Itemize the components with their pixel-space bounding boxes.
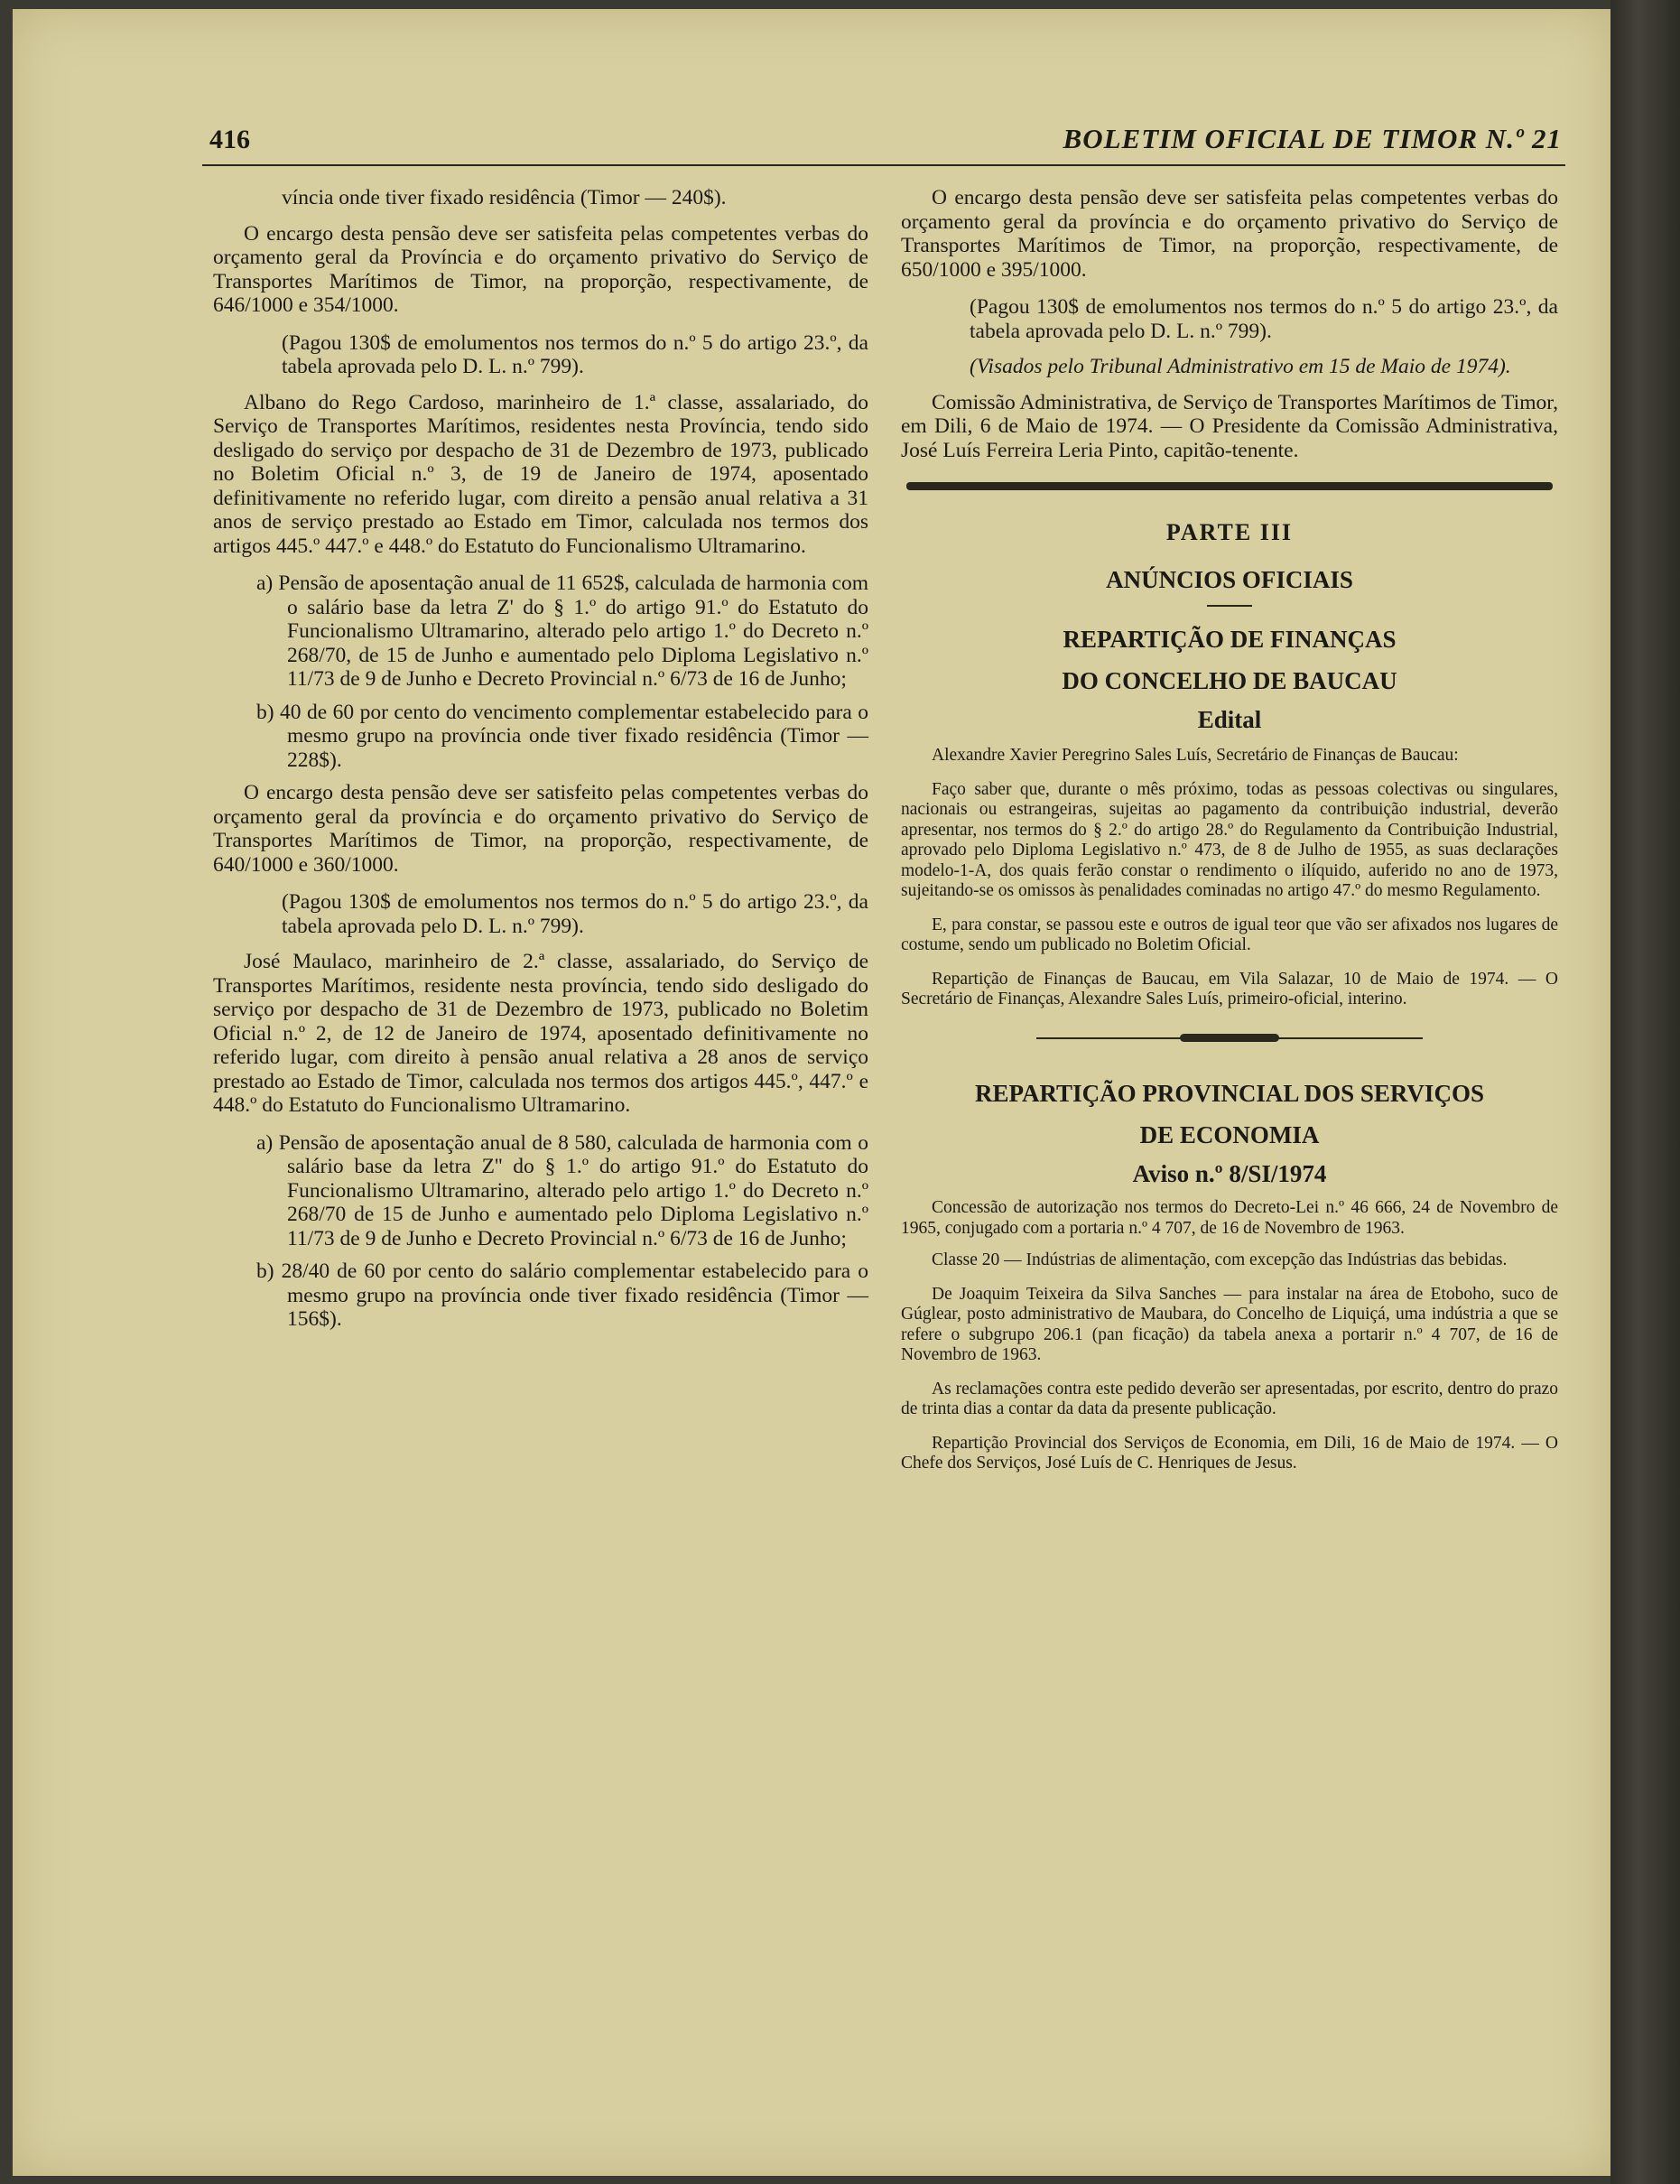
payment-note: (Pagou 130$ de emolumentos nos termos do n.º 5 do artigo 23.º, da tabela aprovada pelo D. L. n.º 799). <box>282 890 868 938</box>
paragraph: Alexandre Xavier Peregrino Sales Luís, Secretário de Finanças de Baucau: <box>932 746 1459 765</box>
publication-title: BOLETIM OFICIAL DE TIMOR N.º 21 <box>1063 123 1562 154</box>
divider <box>1207 605 1252 607</box>
list-item: a) Pensão de aposentação anual de 11 652$, calculada de harmonia com o salário base da letra Z' do § 1.º do artigo 91.º do Estatuto do Funcionalismo Ultramarino, alterado pelo artigo 1.º do Decreto n.º 268/70, de 15 de Junho e aumentado pelo Diploma Legislativo n.º 11/73 de 9 de Junho e Decreto Provincial n.º 6/73 de 16 de Junho; <box>256 572 868 691</box>
page-header <box>202 119 1565 166</box>
scan-edge <box>1610 0 1680 2184</box>
page-number: 416 <box>209 125 250 154</box>
signature-paragraph: Repartição de Finanças de Baucau, em Vila Salazar, 10 de Maio de 1974. — O Secretário de Finanças, Alexandre Sales Luís, primeiro-oficial, interino. <box>901 969 1558 1008</box>
paragraph: O encargo desta pensão deve ser satisfeito pelas competentes verbas do orçamento geral da província e do orçamento privativo do Serviço de Transportes Marítimos de Timor, na proporção, respectivamente, de 640/1000 e 360/1000. <box>213 781 868 877</box>
office-heading-line1: REPARTIÇÃO PROVINCIAL DOS SERVIÇOS <box>975 1079 1484 1107</box>
section-divider <box>906 482 1553 490</box>
section-heading: ANÚNCIOS OFICIAIS <box>1106 565 1353 593</box>
paragraph: Albano do Rego Cardoso, marinheiro de 1.ª classe, assalariado, do Serviço de Transportes Marítimos, residentes nesta Província, tendo sido desligado do serviço por despacho de 31 de Dezembro de 1973, publicado no Boletim Oficial n.º 3, de 19 de Janeiro de 1974, aposentado definitivamente no referido lugar, com direito a pensão anual relativa a 31 anos de serviço prestado ao Estado em Timor, calculada nos termos dos artigos 445.º 447.º e 448.º do Estatuto do Funcionalismo Ultramarino. <box>213 390 868 558</box>
paragraph: As reclamações contra este pedido deverão ser apresentadas, por escrito, dentro do prazo de trinta dias a contar da data da presente publicação. <box>901 1379 1558 1418</box>
paragraph: E, para constar, se passou este e outros de igual teor que vão ser afixados nos lugares de costume, sendo um publicado no Boletim Oficial. <box>901 915 1558 954</box>
ornamental-divider <box>1036 1032 1423 1045</box>
paragraph: De Joaquim Teixeira da Silva Sanches — para instalar na área de Etoboho, suco de Gúglear, posto administrativo de Maubara, do Concelho de Liquiçá, uma indústria a que se refere o subgrupo 206.1 (pan ficação) da tabela anexa a portarir n.º 4 707, de 16 de Novembro de 1963. <box>901 1284 1558 1364</box>
paragraph: víncia onde tiver fixado residência (Timor — 240$). <box>282 186 727 209</box>
paragraph: Faço saber que, durante o mês próximo, todas as pessoas colectivas ou singulares, nacionais ou estrangeiras, sujeitas ao pagamento da contribuição industrial, deverão apresentar, nos termos do § 2.º do artigo 28.º do Regulamento da Contribuição Industrial, aprovado pelo Diploma Legislativo n.º 473, de 8 de Julho de 1955, as suas declarações modelo-1-A, dos quais ferão constar o rendimento o ilíquido, auferido no ano de 1973, sujeitando-se os omissos às penalidades cominadas no artigo 47.º do mesmo Regulamento. <box>901 779 1558 900</box>
aviso-heading: Aviso n.º 8/SI/1974 <box>1132 1159 1327 1187</box>
paragraph: O encargo desta pensão deve ser satisfeita pelas competentes verbas do orçamento geral da Província e do orçamento privativo do Serviço de Transportes Marítimos de Timor, na proporção, respectivamente, de 646/1000 e 354/1000. <box>213 221 868 317</box>
right-column <box>901 186 1558 1488</box>
payment-note: (Pagou 130$ de emolumentos nos termos do n.º 5 do artigo 23.º, da tabela aprovada pelo D. L. n.º 799). <box>970 295 1558 343</box>
visa-note: (Visados pelo Tribunal Administrativo em 15 de Maio de 1974). <box>970 355 1511 378</box>
list-item: b) 40 de 60 por cento do vencimento complementar estabelecido para o mesmo grupo na província onde tiver fixado residência (Timor — 228$). <box>256 700 868 772</box>
office-heading-line2: DE ECONOMIA <box>1139 1120 1320 1148</box>
edital-heading: Edital <box>1197 705 1262 733</box>
payment-note: (Pagou 130$ de emolumentos nos termos do n.º 5 do artigo 23.º, da tabela aprovada pelo D. L. n.º 799). <box>282 330 868 378</box>
paragraph: O encargo desta pensão deve ser satisfeita pelas competentes verbas do orçamento geral da província e do orçamento privativo do Serviço de Transportes Marítimos de Timor, na proporção, respectivamente, de 650/1000 e 395/1000. <box>901 186 1558 282</box>
left-column <box>213 186 868 1341</box>
office-heading-line1: REPARTIÇÃO DE FINANÇAS <box>1063 625 1397 653</box>
list-item: b) 28/40 de 60 por cento do salário complementar estabelecido para o mesmo grupo na província onde tiver fixado residência (Timor — 156$). <box>256 1259 868 1331</box>
signature-paragraph: Comissão Administrativa, de Serviço de Transportes Marítimos de Timor, em Dili, 6 de Maio de 1974. — O Presidente da Comissão Administrativa, José Luís Ferreira Leria Pinto, capitão-tenente. <box>901 390 1558 462</box>
part-heading: PARTE III <box>1165 519 1294 545</box>
paragraph: Classe 20 — Indústrias de alimentação, com excepção das Indústrias das bebidas. <box>932 1250 1508 1269</box>
office-heading-line2: DO CONCELHO DE BAUCAU <box>1062 666 1397 694</box>
signature-paragraph: Repartição Provincial dos Serviços de Economia, em Dili, 16 de Maio de 1974. — O Chefe dos Serviços, José Luís de C. Henriques de Jesus. <box>901 1433 1558 1473</box>
paragraph: José Maulaco, marinheiro de 2.ª classe, assalariado, do Serviço de Transportes Marítimos, residente nesta província, tendo sido desligado do serviço por despacho de 31 de Dezembro de 1973, publicado no Boletim Oficial n.º 2, de 12 de Janeiro de 1974, aposentado definitivamente no referido lugar, com direito à pensão anual relativa a 28 anos de serviço prestado ao Estado de Timor, calculada nos termos dos artigos 445.º, 447.º e 448.º do Estatuto do Funcionalismo Ultramarino. <box>213 950 868 1117</box>
document-page <box>13 9 1610 2176</box>
list-item: a) Pensão de aposentação anual de 8 580, calculada de harmonia com o salário base da letra Z'' do § 1.º do artigo 91.º do Estatuto do Funcionalismo Ultramarino, alterado pelo artigo 1.º do Decreto n.º 268/70 de 15 de Junho e aumentado pelo Diploma Legislativo n.º 11/73 de 9 de Junho e Decreto Provincial n.º 6/73 de 16 de Junho; <box>256 1130 868 1250</box>
paragraph: Concessão de autorização nos termos do Decreto-Lei n.º 46 666, 24 de Novembro de 1965, conjugado com a portaria n.º 4 707, de 16 de Novembro de 1963. <box>901 1198 1558 1238</box>
divider-ornament <box>1180 1034 1279 1042</box>
